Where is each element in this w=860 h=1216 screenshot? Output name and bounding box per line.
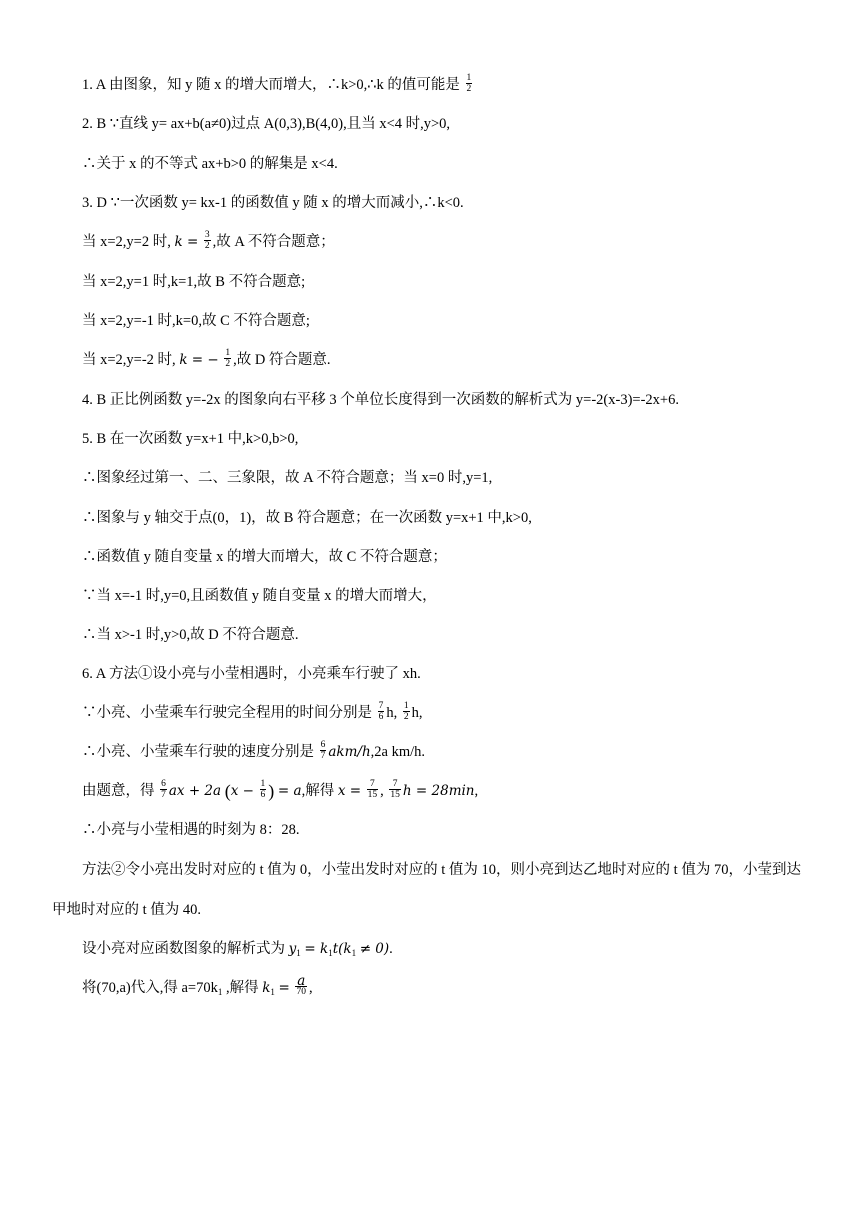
- answer-1: [82, 75, 474, 96]
- answer-3-case-b: 当 x=2,y=1 时,k=1,故 B 不符合题意;: [82, 274, 306, 290]
- answer-3-case-c: 当 x=2,y=-1 时,k=0,故 C 不符合题意;: [82, 313, 310, 329]
- answer-6-meet-time: ∴小亮与小莹相遇的时刻为 8：28.: [82, 822, 300, 838]
- answer-6-function: 设小亮对应函数图象的解析式为 $y_1 = k_1t(k_1 \ne 0)$.: [82, 941, 393, 958]
- answer-3-case-d: 当 x=2,y=-2 时, k = − $\frac{1}{2}$ ,故 D 符合题意.: [82, 348, 331, 370]
- answer-3-case-a: 当 x=2,y=2 时, k = $\frac{3}{2}$ ,故 A 不符合题意；: [82, 230, 335, 252]
- answer-5-d2: ∴当 x>-1 时,y>0,故 D 不符合题意.: [82, 627, 299, 643]
- text: ∴关于 x 的不等式 ax+b>0 的解集是 x<4.: [82, 156, 338, 172]
- answer-6: 6. A 方法①设小亮与小莹相遇时，小亮乘车行驶了 xh.: [82, 666, 421, 682]
- answer-5-a: ∴图象经过第一、二、三象限，故 A 不符合题意；当 x=0 时,y=1,: [82, 470, 493, 486]
- answer-6-method-2: 方法②令小亮出发时对应的 t 值为 0，小莹出发时对应的 t 值为 10，则小亮到达乙地时对应的 t 值为 70，小莹到达甲地时对应的 t 值为 40.: [52, 862, 801, 918]
- answer-5-b: ∴图象与 y 轴交于点(0，1)，故 B 符合题意；在一次函数 y=x+1 中,k>0,: [82, 510, 532, 526]
- answer-2: [82, 114, 450, 134]
- text: 3. D ∵一次函数 y= kx-1 的函数值 y 随 x 的增大而减小,∴k<0.: [82, 195, 464, 211]
- answer-5-d1: ∵当 x=-1 时,y=0,且函数值 y 随自变量 x 的增大而增大，: [82, 588, 437, 604]
- answer-6-substitute: 将(70,a)代入,得 $a=70k_1$ ,解得 $k_1$ = $\frac{a}{70}$ ,: [82, 973, 313, 998]
- fraction: $\frac{1}{2}$: [466, 73, 472, 95]
- answer-6-times: ∵小亮、小莹乘车行驶完全程用的时间分别是 $\frac{7}{6}$ h, $\frac{1}{2}$ h,: [82, 701, 423, 723]
- answer-4: 4. B 正比例函数 y=-2x 的图象向右平移 3 个单位长度得到一次函数的解析式为 y=-2(x-3)=-2x+6.: [82, 392, 679, 408]
- text: 2. B ∵直线 y= ax+b(a≠0)过点 A(0,3),B(4,0),且当 x<4 时,y>0,: [82, 116, 451, 132]
- answer-5-c: ∴函数值 y 随自变量 x 的增大而增大，故 C 不符合题意；: [82, 549, 447, 565]
- text: 1. A 由图象，知 y 随 x 的增大而增大，∴k>0,∴k 的值可能是: [82, 77, 460, 93]
- answer-2-cont: [82, 154, 338, 174]
- answer-3: [82, 193, 464, 213]
- answer-6-equation: 由题意，得 $\frac{6}{7}$ ax + 2a (x − $\frac{1}{6}$ ) = a,解得 x = $\frac{7}{15}$ , $\frac{7}{15}$ h = 28min,: [82, 779, 479, 801]
- answer-5: 5. B 在一次函数 y=x+1 中,k>0,b>0,: [82, 431, 299, 447]
- answer-6-speeds: ∴小亮、小莹乘车行驶的速度分别是 $\frac{6}{7}$ akm/h,2a km/h.: [82, 740, 426, 762]
